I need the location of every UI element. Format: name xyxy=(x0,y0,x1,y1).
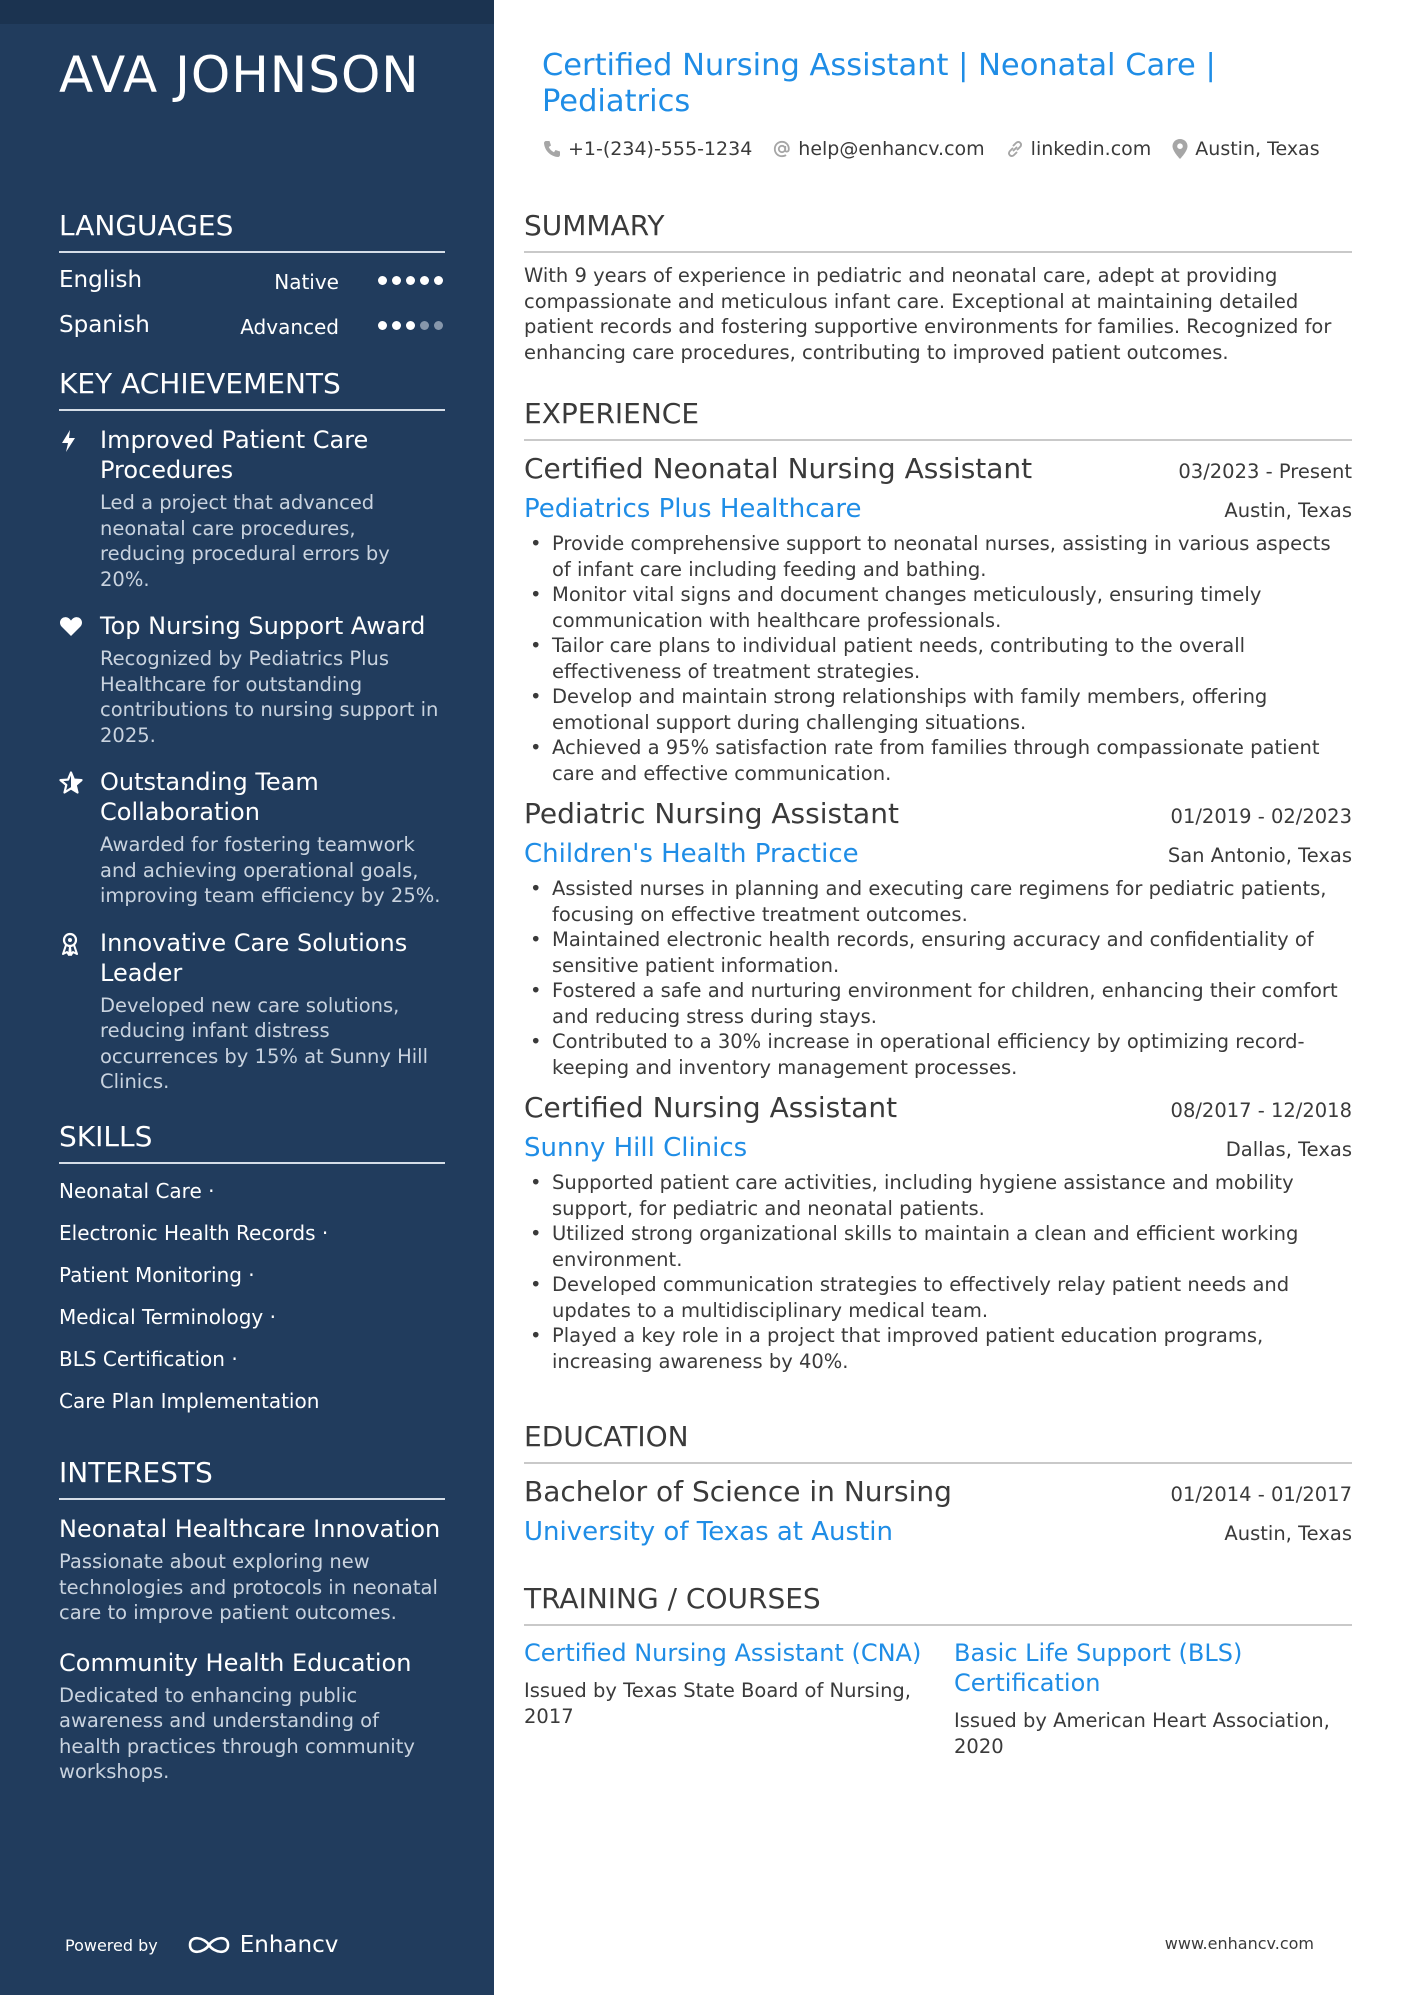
interests-section xyxy=(59,1456,445,1785)
footer-site-link[interactable]: www.enhancv.com xyxy=(1164,1934,1314,1953)
experience-entry xyxy=(524,449,1352,786)
contact-location xyxy=(1171,138,1319,160)
education-degree: Bachelor of Science in Nursing xyxy=(524,1475,952,1508)
language-row xyxy=(59,312,445,357)
contact-phone[interactable] xyxy=(542,138,752,160)
interest-item xyxy=(59,1514,445,1626)
job-bullet: • Fostered a safe and nurturing environment for children, enhancing their comfort and reducing stress during stays. xyxy=(524,978,1352,1029)
candidate-name: AVA JOHNSON xyxy=(59,46,420,104)
proficiency-dot-filled xyxy=(378,276,387,285)
job-bullets xyxy=(524,1170,1352,1374)
proficiency-dot-filled xyxy=(434,276,443,285)
proficiency-dot-empty xyxy=(434,321,443,330)
language-proficiency-dots xyxy=(378,321,443,330)
proficiency-dot-filled xyxy=(392,321,401,330)
achievement-item xyxy=(59,767,445,909)
training-section xyxy=(524,1582,1352,1759)
job-bullet: • Supported patient care activities, including hygiene assistance and mobility support, for pediatric and neonatal patients. xyxy=(524,1170,1352,1221)
job-bullet: • Achieved a 95% satisfaction rate from families through compassionate patient care and effective communication. xyxy=(524,735,1352,786)
phone-icon xyxy=(542,139,562,159)
contact-email[interactable] xyxy=(772,138,984,160)
job-location: San Antonio, Texas xyxy=(1167,844,1352,867)
proficiency-dot-filled xyxy=(406,321,415,330)
achievement-description: Developed new care solutions, reducing infant distress occurrences by 15% at Sunny Hill Clinics. xyxy=(100,993,428,1093)
experience-entry xyxy=(524,1088,1352,1374)
link-icon xyxy=(1005,139,1025,159)
languages-section xyxy=(59,209,445,357)
skill-item: BLS Certification · xyxy=(59,1347,238,1371)
summary-text: With 9 years of experience in pediatric and neonatal care, adept at providing compassionate and meticulous infant care. Exceptional at maintaining detailed patient records and fostering supportive environments for families. Recognized for enhancing care procedures, contributing to improved patient outcomes. xyxy=(524,264,1332,364)
sidebar xyxy=(0,0,494,1995)
education-entry xyxy=(524,1472,1352,1552)
job-dates: 03/2023 - Present xyxy=(1178,460,1352,483)
achievement-description: Awarded for fostering teamwork and achieving operational goals, improving team efficiency by 25%. xyxy=(100,833,441,907)
course-title: Certified Nursing Assistant (CNA) xyxy=(524,1639,922,1667)
course-description: Issued by American Heart Association, 2020 xyxy=(954,1709,1330,1758)
location-pin-icon xyxy=(1171,138,1189,160)
proficiency-dot-filled xyxy=(378,321,387,330)
languages-title: LANGUAGES xyxy=(59,209,445,253)
achievements-title: KEY ACHIEVEMENTS xyxy=(59,367,445,411)
achievement-title: Top Nursing Support Award xyxy=(100,612,426,640)
job-bullet: • Played a key role in a project that improved patient education programs, increasing awareness by 40%. xyxy=(524,1323,1352,1374)
powered-by-label: Powered by xyxy=(65,1935,158,1955)
skills-section xyxy=(59,1120,445,1430)
job-bullets xyxy=(524,531,1352,786)
course-description: Issued by Texas State Board of Nursing, 2017 xyxy=(524,1679,912,1728)
job-bullet: • Developed communication strategies to effectively relay patient needs and updates to a multidisciplinary medical team. xyxy=(524,1272,1352,1323)
job-bullet: • Maintained electronic health records, ensuring accuracy and confidentiality of sensitive patient information. xyxy=(524,927,1352,978)
experience-title: EXPERIENCE xyxy=(524,397,1352,441)
education-school: University of Texas at Austin xyxy=(524,1517,893,1547)
job-company: Sunny Hill Clinics xyxy=(524,1133,748,1163)
contact-linkedin[interactable] xyxy=(1005,138,1152,160)
achievement-description: Recognized by Pediatrics Plus Healthcare for outstanding contributions to nursing support in 2025. xyxy=(100,647,439,747)
language-name: English xyxy=(59,267,143,293)
achievement-title: Improved Patient Care Procedures xyxy=(100,426,369,484)
language-name: Spanish xyxy=(59,312,150,338)
education-location: Austin, Texas xyxy=(1224,1522,1352,1545)
experience-entry xyxy=(524,794,1352,1080)
job-bullet: • Contributed to a 30% increase in operational efficiency by optimizing record-keeping and inventory management processes. xyxy=(524,1029,1352,1080)
skill-item: Medical Terminology · xyxy=(59,1305,276,1329)
language-proficiency-dots xyxy=(378,276,443,285)
job-bullets xyxy=(524,876,1352,1080)
education-dates: 01/2014 - 01/2017 xyxy=(1170,1483,1352,1506)
skill-item: Care Plan Implementation xyxy=(59,1389,320,1413)
job-company: Children's Health Practice xyxy=(524,839,859,869)
skill-item: Patient Monitoring · xyxy=(59,1263,255,1287)
education-section xyxy=(524,1420,1352,1552)
experience-section xyxy=(524,397,1352,1374)
job-bullet: • Monitor vital signs and document changes meticulously, ensuring timely communication with healthcare professionals. xyxy=(524,582,1352,633)
headline: Certified Nursing Assistant | Neonatal Care | Pediatrics xyxy=(542,48,1216,119)
job-bullet: • Provide comprehensive support to neonatal nurses, assisting in various aspects of infant care including feeding and bathing. xyxy=(524,531,1352,582)
interest-title: Neonatal Healthcare Innovation xyxy=(59,1515,441,1543)
language-level: Native xyxy=(274,270,339,294)
enhancv-logo[interactable] xyxy=(186,1932,339,1958)
phone-text: +1-(234)-555-1234 xyxy=(568,138,753,160)
proficiency-dot-filled xyxy=(420,276,429,285)
medal-icon xyxy=(59,932,83,956)
job-company: Pediatrics Plus Healthcare xyxy=(524,494,862,524)
job-bullet: • Assisted nurses in planning and executing care regimens for pediatric patients, focusing on effective treatment outcomes. xyxy=(524,876,1352,927)
achievement-item xyxy=(59,611,445,748)
achievement-description: Led a project that advanced neonatal care procedures, reducing procedural errors by 20%. xyxy=(100,491,390,591)
star-icon xyxy=(59,771,83,795)
job-bullet: • Utilized strong organizational skills to maintain a clean and efficient working environment. xyxy=(524,1221,1352,1272)
skills-title: SKILLS xyxy=(59,1120,445,1164)
language-row xyxy=(59,267,445,312)
interest-item xyxy=(59,1648,445,1785)
location-text: Austin, Texas xyxy=(1195,138,1320,160)
heart-icon xyxy=(59,615,83,639)
summary-section xyxy=(524,209,1352,365)
proficiency-dot-filled xyxy=(392,276,401,285)
course-item xyxy=(954,1638,1352,1759)
course-item xyxy=(524,1638,922,1759)
achievements-section xyxy=(59,367,445,1095)
email-text: help@enhancv.com xyxy=(798,138,985,160)
job-dates: 08/2017 - 12/2018 xyxy=(1170,1099,1352,1122)
training-title: TRAINING / COURSES xyxy=(524,1582,1352,1626)
job-location: Dallas, Texas xyxy=(1225,1138,1352,1161)
job-location: Austin, Texas xyxy=(1224,499,1352,522)
job-dates: 01/2019 - 02/2023 xyxy=(1170,805,1352,828)
powered-by xyxy=(65,1932,338,1958)
job-bullet: • Develop and maintain strong relationships with family members, offering emotional support during challenging situations. xyxy=(524,684,1352,735)
bolt-icon xyxy=(59,429,83,453)
course-title: Basic Life Support (BLS) Certification xyxy=(954,1639,1243,1697)
main-content xyxy=(494,0,1410,1995)
contact-bar xyxy=(542,138,1340,160)
job-role: Certified Neonatal Nursing Assistant xyxy=(524,452,1033,485)
achievement-item xyxy=(59,425,445,592)
interest-description: Dedicated to enhancing public awareness and understanding of health practices through community workshops. xyxy=(59,1683,415,1783)
linkedin-text: linkedin.com xyxy=(1030,138,1152,160)
proficiency-dot-filled xyxy=(406,276,415,285)
interest-description: Passionate about exploring new technologies and protocols in neonatal care to improve patient outcomes. xyxy=(59,1550,438,1624)
achievement-title: Outstanding Team Collaboration xyxy=(100,768,319,826)
language-level: Advanced xyxy=(240,315,339,339)
skill-item: Electronic Health Records · xyxy=(59,1221,329,1245)
interests-title: INTERESTS xyxy=(59,1456,445,1500)
achievement-title: Innovative Care Solutions Leader xyxy=(100,928,408,987)
education-title: EDUCATION xyxy=(524,1420,1352,1464)
job-bullet: • Tailor care plans to individual patient needs, contributing to the overall effectiveness of treatment strategies. xyxy=(524,633,1352,684)
at-icon xyxy=(772,139,792,159)
summary-title: SUMMARY xyxy=(524,209,1352,253)
interest-title: Community Health Education xyxy=(59,1648,412,1677)
skill-item: Neonatal Care · xyxy=(59,1179,215,1203)
enhancv-infinity-icon xyxy=(186,1933,232,1957)
proficiency-dot-empty xyxy=(420,321,429,330)
enhancv-brand-name: Enhancv xyxy=(239,1932,339,1958)
job-role: Certified Nursing Assistant xyxy=(524,1091,898,1124)
job-role: Pediatric Nursing Assistant xyxy=(524,797,899,830)
achievement-item xyxy=(59,928,445,1095)
sidebar-top-strip xyxy=(0,0,494,24)
